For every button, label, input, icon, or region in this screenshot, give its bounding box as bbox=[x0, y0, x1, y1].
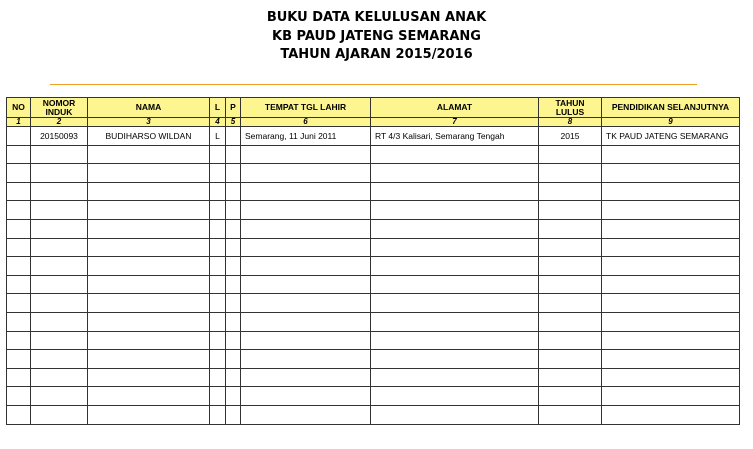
table-cell bbox=[210, 350, 226, 369]
column-number: 1 bbox=[7, 118, 31, 127]
table-cell: 20150093 bbox=[31, 127, 88, 146]
empty-table-row bbox=[7, 145, 740, 164]
column-header: NO bbox=[7, 98, 31, 118]
table-cell bbox=[226, 201, 241, 220]
table-cell bbox=[539, 145, 602, 164]
empty-table-row bbox=[7, 201, 740, 220]
table-cell bbox=[539, 219, 602, 238]
table-cell bbox=[226, 145, 241, 164]
table-cell bbox=[241, 387, 371, 406]
table-cell bbox=[210, 368, 226, 387]
table-cell bbox=[88, 294, 210, 313]
table-cell bbox=[226, 238, 241, 257]
table-cell bbox=[539, 294, 602, 313]
table-cell: BUDIHARSO WILDAN bbox=[88, 127, 210, 146]
table-cell bbox=[31, 201, 88, 220]
table-cell bbox=[210, 405, 226, 424]
table-cell bbox=[31, 145, 88, 164]
table-cell bbox=[241, 405, 371, 424]
table-cell bbox=[31, 312, 88, 331]
empty-table-row bbox=[7, 387, 740, 406]
table-cell bbox=[371, 238, 539, 257]
table-cell bbox=[602, 331, 740, 350]
table-cell bbox=[88, 331, 210, 350]
table-cell bbox=[210, 294, 226, 313]
table-cell bbox=[602, 257, 740, 276]
table-cell bbox=[7, 331, 31, 350]
table-cell bbox=[226, 164, 241, 183]
table-cell bbox=[602, 405, 740, 424]
table-cell bbox=[88, 219, 210, 238]
table-cell bbox=[371, 350, 539, 369]
table-cell bbox=[226, 387, 241, 406]
table-cell bbox=[7, 182, 31, 201]
empty-table-row bbox=[7, 294, 740, 313]
table-cell bbox=[7, 238, 31, 257]
table-cell bbox=[226, 350, 241, 369]
table-cell bbox=[7, 201, 31, 220]
table-cell bbox=[371, 257, 539, 276]
table-cell bbox=[241, 219, 371, 238]
column-header: TEMPAT TGL LAHIR bbox=[241, 98, 371, 118]
graduation-table bbox=[6, 97, 740, 425]
title-line-3: TAHUN AJARAN 2015/2016 bbox=[280, 47, 473, 62]
table-cell bbox=[539, 387, 602, 406]
table-cell bbox=[371, 182, 539, 201]
table-cell bbox=[31, 257, 88, 276]
table-cell bbox=[7, 387, 31, 406]
table-cell bbox=[602, 368, 740, 387]
table-cell bbox=[31, 164, 88, 183]
table-cell bbox=[226, 331, 241, 350]
column-header: PENDIDIKAN SELANJUTNYA bbox=[602, 98, 740, 118]
empty-table-row bbox=[7, 331, 740, 350]
table-cell bbox=[371, 164, 539, 183]
empty-table-row bbox=[7, 275, 740, 294]
table-cell bbox=[210, 164, 226, 183]
table-cell bbox=[371, 201, 539, 220]
table-cell bbox=[241, 350, 371, 369]
table-cell: L bbox=[210, 127, 226, 146]
table-cell bbox=[210, 182, 226, 201]
table-cell bbox=[7, 127, 31, 146]
table-cell bbox=[241, 294, 371, 313]
column-number: 8 bbox=[539, 118, 602, 127]
column-header: NAMA bbox=[88, 98, 210, 118]
empty-table-row bbox=[7, 182, 740, 201]
table-cell bbox=[210, 238, 226, 257]
table-cell bbox=[88, 405, 210, 424]
table-cell bbox=[7, 312, 31, 331]
header-row bbox=[7, 98, 740, 118]
table-cell bbox=[7, 164, 31, 183]
title-divider bbox=[50, 84, 697, 85]
column-header: NOMOR INDUK bbox=[31, 98, 88, 118]
table-cell bbox=[602, 201, 740, 220]
table-cell: TK PAUD JATENG SEMARANG bbox=[602, 127, 740, 146]
table-cell bbox=[31, 219, 88, 238]
table-cell bbox=[539, 405, 602, 424]
table-cell bbox=[241, 368, 371, 387]
table-cell bbox=[539, 201, 602, 220]
table-cell bbox=[371, 387, 539, 406]
table-cell bbox=[7, 294, 31, 313]
table-cell bbox=[371, 405, 539, 424]
empty-table-row bbox=[7, 164, 740, 183]
table-cell bbox=[226, 275, 241, 294]
table-cell bbox=[241, 145, 371, 164]
empty-table-row bbox=[7, 257, 740, 276]
table-cell bbox=[539, 275, 602, 294]
table-cell bbox=[210, 312, 226, 331]
table-cell bbox=[539, 350, 602, 369]
title-line-1: BUKU DATA KELULUSAN ANAK bbox=[266, 10, 487, 25]
table-cell: RT 4/3 Kalisari, Semarang Tengah bbox=[371, 127, 539, 146]
table-cell bbox=[7, 257, 31, 276]
table-cell bbox=[539, 182, 602, 201]
table-cell bbox=[241, 312, 371, 331]
table-cell bbox=[7, 275, 31, 294]
table-cell bbox=[31, 387, 88, 406]
table-cell bbox=[602, 182, 740, 201]
table-cell bbox=[371, 275, 539, 294]
table-cell bbox=[210, 219, 226, 238]
table-cell bbox=[371, 219, 539, 238]
table-cell bbox=[226, 294, 241, 313]
column-number: 5 bbox=[226, 118, 241, 127]
table-cell bbox=[602, 387, 740, 406]
table-cell: 2015 bbox=[539, 127, 602, 146]
table-row bbox=[7, 127, 740, 146]
table-cell bbox=[88, 368, 210, 387]
table-cell bbox=[371, 312, 539, 331]
table-cell bbox=[31, 405, 88, 424]
table-cell bbox=[241, 201, 371, 220]
column-header: ALAMAT bbox=[371, 98, 539, 118]
table-cell bbox=[226, 405, 241, 424]
table-cell bbox=[31, 238, 88, 257]
table-cell bbox=[88, 387, 210, 406]
table-cell bbox=[7, 145, 31, 164]
empty-table-row bbox=[7, 368, 740, 387]
table-cell bbox=[602, 164, 740, 183]
table-cell bbox=[88, 201, 210, 220]
table-cell bbox=[602, 219, 740, 238]
table-cell bbox=[539, 238, 602, 257]
table-cell bbox=[539, 331, 602, 350]
table-cell bbox=[602, 145, 740, 164]
table-cell bbox=[241, 164, 371, 183]
table-cell bbox=[602, 238, 740, 257]
table-cell bbox=[210, 257, 226, 276]
table-cell bbox=[226, 182, 241, 201]
table-cell bbox=[539, 257, 602, 276]
table-cell bbox=[539, 312, 602, 331]
table-cell bbox=[31, 182, 88, 201]
column-header: P bbox=[226, 98, 241, 118]
empty-table-row bbox=[7, 312, 740, 331]
empty-table-row bbox=[7, 219, 740, 238]
table-cell bbox=[539, 164, 602, 183]
table-cell bbox=[31, 294, 88, 313]
empty-table-row bbox=[7, 405, 740, 424]
table-cell bbox=[226, 368, 241, 387]
column-number: 3 bbox=[88, 118, 210, 127]
table-cell bbox=[241, 331, 371, 350]
column-header: TAHUN LULUS bbox=[539, 98, 602, 118]
column-number: 9 bbox=[602, 118, 740, 127]
table-cell bbox=[88, 350, 210, 369]
title-line-2: KB PAUD JATENG SEMARANG bbox=[272, 28, 481, 44]
table-cell bbox=[31, 350, 88, 369]
table-cell bbox=[88, 182, 210, 201]
column-number: 4 bbox=[210, 118, 226, 127]
table-cell bbox=[602, 294, 740, 313]
table-cell bbox=[226, 127, 241, 146]
table-cell bbox=[241, 257, 371, 276]
table-cell bbox=[88, 312, 210, 331]
table-cell bbox=[226, 312, 241, 331]
column-header: L bbox=[210, 98, 226, 118]
column-number: 2 bbox=[31, 118, 88, 127]
table-cell bbox=[210, 387, 226, 406]
table-cell: Semarang, 11 Juni 2011 bbox=[241, 127, 371, 146]
table-cell bbox=[371, 331, 539, 350]
table-cell bbox=[602, 350, 740, 369]
table-cell bbox=[7, 368, 31, 387]
table-cell bbox=[31, 331, 88, 350]
table-cell bbox=[241, 238, 371, 257]
table-cell bbox=[210, 275, 226, 294]
table-cell bbox=[602, 312, 740, 331]
table-cell bbox=[31, 368, 88, 387]
table-cell bbox=[602, 275, 740, 294]
table-cell bbox=[88, 257, 210, 276]
table-cell bbox=[7, 350, 31, 369]
table-cell bbox=[371, 145, 539, 164]
column-number: 7 bbox=[371, 118, 539, 127]
table-cell bbox=[371, 294, 539, 313]
table-cell bbox=[241, 182, 371, 201]
table-cell bbox=[88, 164, 210, 183]
document-title bbox=[0, 9, 753, 65]
table-cell bbox=[31, 275, 88, 294]
column-number-row bbox=[7, 118, 740, 127]
table-cell bbox=[539, 368, 602, 387]
column-number: 6 bbox=[241, 118, 371, 127]
table-cell bbox=[7, 219, 31, 238]
table-cell bbox=[88, 145, 210, 164]
table-cell bbox=[7, 405, 31, 424]
empty-table-row bbox=[7, 350, 740, 369]
table-cell bbox=[210, 145, 226, 164]
table-cell bbox=[88, 275, 210, 294]
table-cell bbox=[88, 238, 210, 257]
empty-table-row bbox=[7, 238, 740, 257]
table-cell bbox=[226, 257, 241, 276]
table-cell bbox=[241, 275, 371, 294]
table-cell bbox=[210, 201, 226, 220]
table-cell bbox=[371, 368, 539, 387]
table-cell bbox=[210, 331, 226, 350]
table-cell bbox=[226, 219, 241, 238]
